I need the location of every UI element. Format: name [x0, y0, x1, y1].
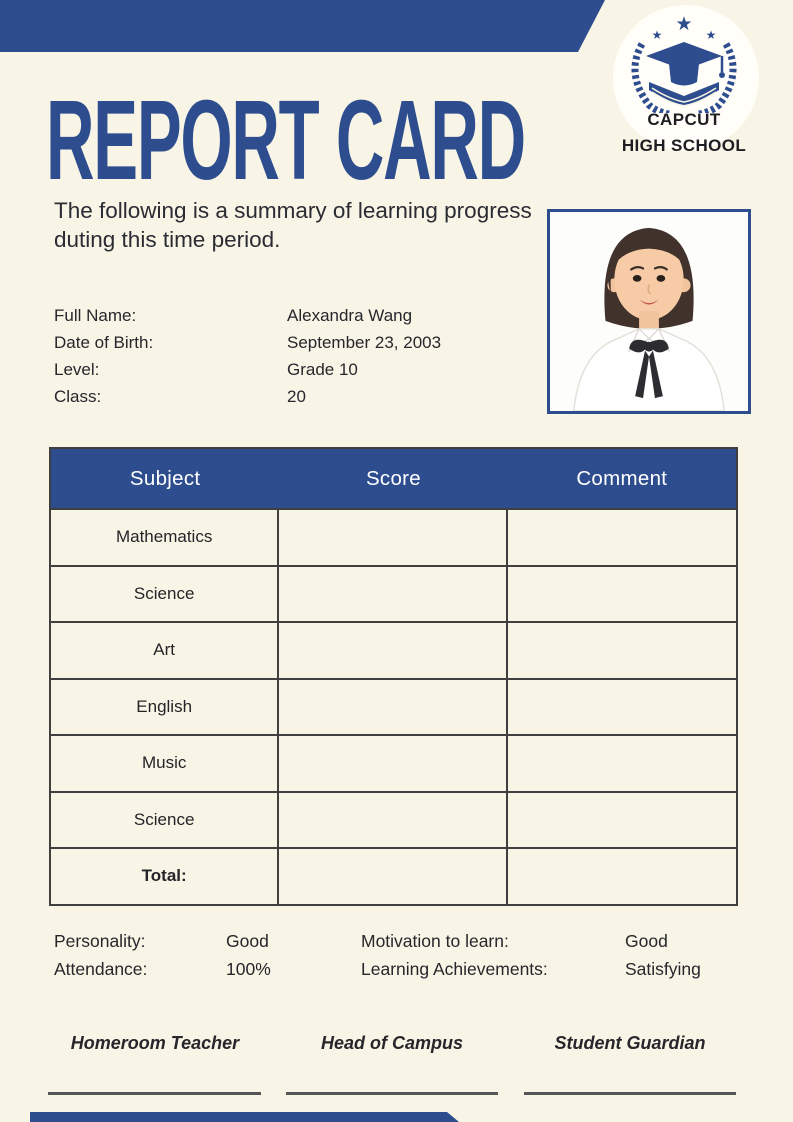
- signature-line: [524, 1092, 736, 1095]
- summary-label: Motivation to learn:: [361, 930, 509, 951]
- svg-text:★: ★: [675, 13, 693, 35]
- subject-cell: Science: [51, 793, 279, 848]
- comment-cell: [508, 623, 736, 678]
- table-row: [51, 508, 736, 565]
- table-row: [51, 734, 736, 791]
- signature-label-head-of-campus: Head of Campus: [320, 1033, 464, 1053]
- score-cell: [279, 793, 507, 848]
- score-cell: [279, 567, 507, 622]
- info-value: 20: [287, 386, 306, 406]
- comment-cell: [508, 793, 736, 848]
- summary-value: 100%: [226, 958, 271, 979]
- info-row-date-of-birth: [54, 329, 534, 356]
- signature-line: [48, 1092, 261, 1095]
- student-portrait-icon: [550, 212, 748, 411]
- school-name-line1: CAPCUT: [647, 110, 721, 129]
- subject-cell: Total:: [51, 849, 279, 904]
- info-value: September 23, 2003: [287, 332, 442, 352]
- comment-cell: [508, 680, 736, 735]
- summary-label: Attendance:: [54, 958, 148, 979]
- scores-table: [49, 447, 738, 906]
- school-name-line2: HIGH SCHOOL: [621, 136, 747, 155]
- summary-value: Satisfying: [625, 958, 701, 979]
- summary-row: [54, 955, 744, 983]
- summary-label: Learning Achievements:: [361, 958, 548, 979]
- table-row: [51, 791, 736, 848]
- signature-label-homeroom-teacher: Homeroom Teacher: [70, 1033, 240, 1053]
- intro-text: The following is a summary of learning progress duting this time period.: [54, 198, 532, 252]
- svg-text:★: ★: [705, 28, 717, 42]
- signature-label-student-guardian: Student Guardian: [554, 1033, 706, 1053]
- column-header-score: Score: [365, 466, 422, 490]
- subject-cell: Music: [51, 736, 279, 791]
- comment-cell: [508, 849, 736, 904]
- school-name: [596, 107, 772, 159]
- info-label: Date of Birth:: [54, 332, 154, 352]
- subject-cell: Art: [51, 623, 279, 678]
- score-cell: [279, 736, 507, 791]
- svg-text:★: ★: [651, 28, 663, 42]
- footer-accent-bar: [30, 1112, 459, 1122]
- graduation-cap-laurel-icon: [609, 8, 759, 113]
- column-header-comment: Comment: [576, 466, 668, 490]
- info-row-class: [54, 383, 534, 410]
- subject-cell: English: [51, 680, 279, 735]
- subject-cell: Science: [51, 567, 279, 622]
- subject-cell: Mathematics: [51, 510, 279, 565]
- comment-cell: [508, 510, 736, 565]
- info-value: Grade 10: [287, 359, 358, 379]
- comment-cell: [508, 736, 736, 791]
- summary-value: Good: [625, 930, 668, 951]
- table-row: [51, 565, 736, 622]
- info-label: Class:: [54, 386, 102, 406]
- column-header-subject: Subject: [129, 466, 201, 490]
- summary-section: [54, 927, 744, 983]
- table-row-total: [51, 847, 736, 904]
- score-cell: [279, 849, 507, 904]
- summary-row: [54, 927, 744, 955]
- table-row: [51, 678, 736, 735]
- score-cell: [279, 680, 507, 735]
- comment-cell: [508, 567, 736, 622]
- signature-line: [286, 1092, 498, 1095]
- score-cell: [279, 510, 507, 565]
- summary-label: Personality:: [54, 930, 146, 951]
- student-info: [54, 302, 534, 410]
- info-row-full-name: [54, 302, 534, 329]
- table-row: [51, 621, 736, 678]
- table-header-row: [51, 449, 736, 508]
- info-label: Level:: [54, 359, 100, 379]
- header-accent-bar: [0, 0, 605, 52]
- score-cell: [279, 623, 507, 678]
- summary-value: Good: [226, 930, 269, 951]
- student-photo: [547, 209, 751, 414]
- info-value: Alexandra Wang: [287, 305, 413, 325]
- info-row-level: [54, 356, 534, 383]
- page-title: REPORT CARD: [46, 76, 525, 204]
- info-label: Full Name:: [54, 305, 137, 325]
